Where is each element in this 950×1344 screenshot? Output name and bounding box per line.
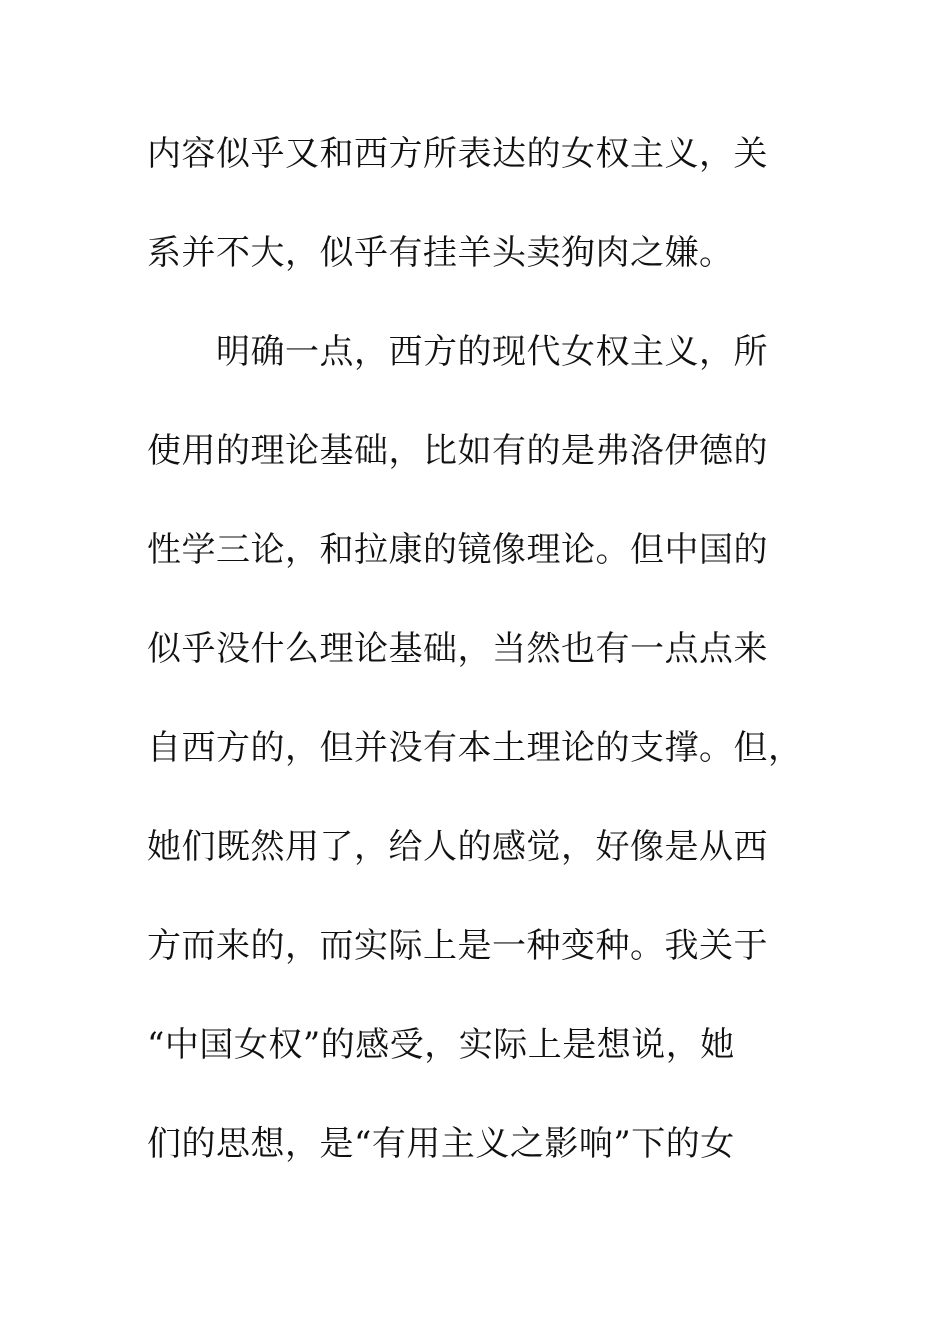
text-line: 使用的理论基础，比如有的是弗洛伊德的 xyxy=(147,431,768,471)
text-line: 系并不大，似乎有挂羊头卖狗肉之嫌。 xyxy=(147,233,734,273)
body-text xyxy=(147,124,803,1213)
text-line: 她们既然用了，给人的感觉，好像是从西 xyxy=(147,827,768,867)
text-line: 似乎没什么理论基础，当然也有一点点来 xyxy=(147,629,768,669)
text-line: 自西方的，但并没有本土理论的支撑。但， xyxy=(147,728,803,768)
text-line: 们的思想，是“有用主义之影响”下的女 xyxy=(147,1124,735,1164)
text-line: 明确一点，西方的现代女权主义，所 xyxy=(147,332,768,372)
text-line: 内容似乎又和西方所表达的女权主义，关 xyxy=(147,134,768,174)
text-line: “中国女权”的感受，实际上是想说，她 xyxy=(147,1025,735,1065)
text-line: 性学三论，和拉康的镜像理论。但中国的 xyxy=(147,530,768,570)
text-line: 方而来的，而实际上是一种变种。我关于 xyxy=(147,926,768,966)
